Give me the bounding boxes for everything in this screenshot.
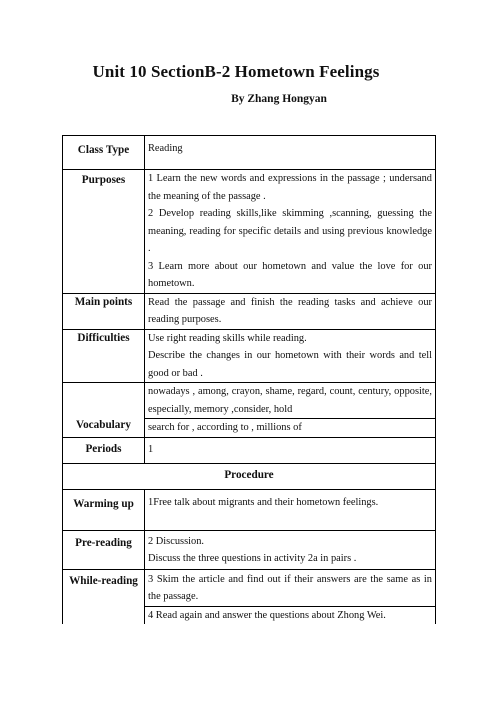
- vocabulary-phrases: search for , according to , millions of: [145, 419, 436, 438]
- vocabulary-words: nowadays , among, crayon, shame, regard, count, century, opposite, especially, memory ,consider, hold: [145, 383, 436, 419]
- author-line: By Zhang Hongyan: [231, 93, 327, 105]
- table-row: [63, 136, 436, 170]
- purpose-item: 1 Learn the new words and expressions in the passage ; undersand the meaning of the passage .: [148, 173, 432, 202]
- table-row: [63, 530, 436, 569]
- difficulties-label: Difficulties: [63, 329, 145, 383]
- table-row: [63, 489, 436, 530]
- table-row: [63, 437, 436, 463]
- difficulties-cell: [145, 329, 436, 383]
- table-row: [63, 383, 436, 419]
- table-row: [63, 463, 436, 489]
- vocabulary-label: Vocabulary: [63, 383, 145, 438]
- while-reading-step4: 4 Read again and answer the questions about Zhong Wei.: [145, 606, 436, 624]
- table-row: [63, 170, 436, 294]
- table-row: [63, 569, 436, 606]
- table-row: [63, 293, 436, 329]
- purpose-item: 3 Learn more about our hometown and value the love for our hometown.: [148, 260, 432, 289]
- difficulty-item: Use right reading skills while reading.: [148, 332, 307, 344]
- class-type-value: Reading: [145, 136, 436, 170]
- pre-reading-cell: [145, 530, 436, 569]
- main-points-label: Main points: [63, 293, 145, 329]
- while-reading-label: While-reading: [63, 569, 145, 624]
- warming-up-value: 1Free talk about migrants and their hometown feelings.: [145, 489, 436, 530]
- purpose-item: 2 Develop reading skills,like skimming ,scanning, guessing the meaning, reading for specific details and using previous knowledge .: [148, 208, 432, 254]
- class-type-label: Class Type: [63, 136, 145, 170]
- purposes-cell: [145, 170, 436, 294]
- periods-value: 1: [145, 437, 436, 463]
- table-row: [63, 329, 436, 383]
- lesson-plan-table: [62, 135, 436, 624]
- warming-up-label: Warming up: [63, 489, 145, 530]
- pre-reading-label: Pre-reading: [63, 530, 145, 569]
- while-reading-step3: 3 Skim the article and find out if their answers are the same as in the passage.: [145, 569, 436, 606]
- procedure-heading: Procedure: [63, 463, 436, 489]
- main-points-value: Read the passage and finish the reading tasks and achieve our reading purposes.: [145, 293, 436, 329]
- pre-reading-line: 2 Discussion.: [148, 535, 204, 547]
- difficulty-item: Describe the changes in our hometown with their words and tell good or bad .: [148, 350, 432, 379]
- pre-reading-line: Discuss the three questions in activity 2a in pairs .: [148, 553, 357, 564]
- document-title: Unit 10 SectionB-2 Hometown Feelings: [92, 62, 380, 81]
- periods-label: Periods: [63, 437, 145, 463]
- purposes-label: Purposes: [63, 170, 145, 294]
